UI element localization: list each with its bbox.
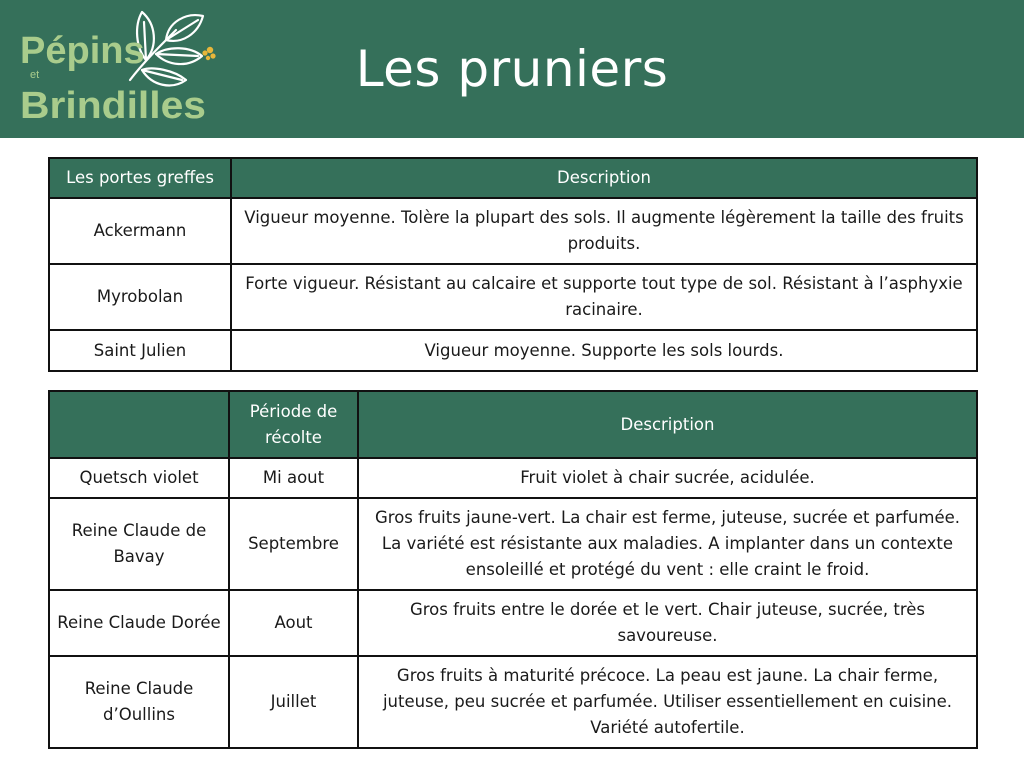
variety-name: Quetsch violet	[49, 458, 229, 498]
variety-description: Fruit violet à chair sucrée, acidulée.	[358, 458, 977, 498]
table-header-row	[49, 158, 977, 198]
harvest-period: Mi aout	[229, 458, 358, 498]
harvest-period: Juillet	[229, 656, 358, 748]
variety-name: Reine Claude de Bavay	[49, 498, 229, 590]
rootstock-description: Vigueur moyenne. Tolère la plupart des sols. Il augmente légèrement la taille des fruits produits.	[231, 198, 977, 264]
rootstock-name: Ackermann	[49, 198, 231, 264]
table-row	[49, 498, 977, 590]
rootstock-name: Myrobolan	[49, 264, 231, 330]
rootstock-description: Vigueur moyenne. Supporte les sols lourds.	[231, 330, 977, 371]
column-header-rootstock: Les portes greffes	[49, 158, 231, 198]
rootstock-name: Saint Julien	[49, 330, 231, 371]
variety-description: Gros fruits jaune-vert. La chair est ferme, juteuse, sucrée et parfumée. La variété est résistante aux maladies. A implanter dans un contexte ensoleillé et protégé du vent : elle craint le froid.	[358, 498, 977, 590]
logo-text-et: et	[30, 69, 40, 81]
column-header-harvest-period: Période de récolte	[229, 391, 358, 458]
table-header-row	[49, 391, 977, 458]
table-row	[49, 198, 977, 264]
rootstock-table	[48, 157, 978, 372]
rootstock-description: Forte vigueur. Résistant au calcaire et supporte tout type de sol. Résistant à l’asphyxie racinaire.	[231, 264, 977, 330]
variety-table	[48, 390, 978, 749]
variety-name: Reine Claude Dorée	[49, 590, 229, 656]
harvest-period: Aout	[229, 590, 358, 656]
harvest-period: Septembre	[229, 498, 358, 590]
page-title: Les pruniers	[355, 40, 669, 98]
table-row	[49, 264, 977, 330]
header-banner	[0, 0, 1024, 138]
variety-name: Reine Claude d’Oullins	[49, 656, 229, 748]
table-row	[49, 590, 977, 656]
table-row	[49, 458, 977, 498]
column-header-description: Description	[358, 391, 977, 458]
column-header-variety	[49, 391, 229, 458]
table-row	[49, 330, 977, 371]
logo-text-brindilles: Brindilles	[20, 85, 206, 127]
variety-description: Gros fruits entre le dorée et le vert. Chair juteuse, sucrée, très savoureuse.	[358, 590, 977, 656]
variety-description: Gros fruits à maturité précoce. La peau est jaune. La chair ferme, juteuse, peu sucrée et parfumée. Utiliser essentiellement en cuisine. Variété autofertile.	[358, 656, 977, 748]
table-row	[49, 656, 977, 748]
column-header-description: Description	[231, 158, 977, 198]
logo-text-pepins: Pépins	[20, 30, 145, 72]
